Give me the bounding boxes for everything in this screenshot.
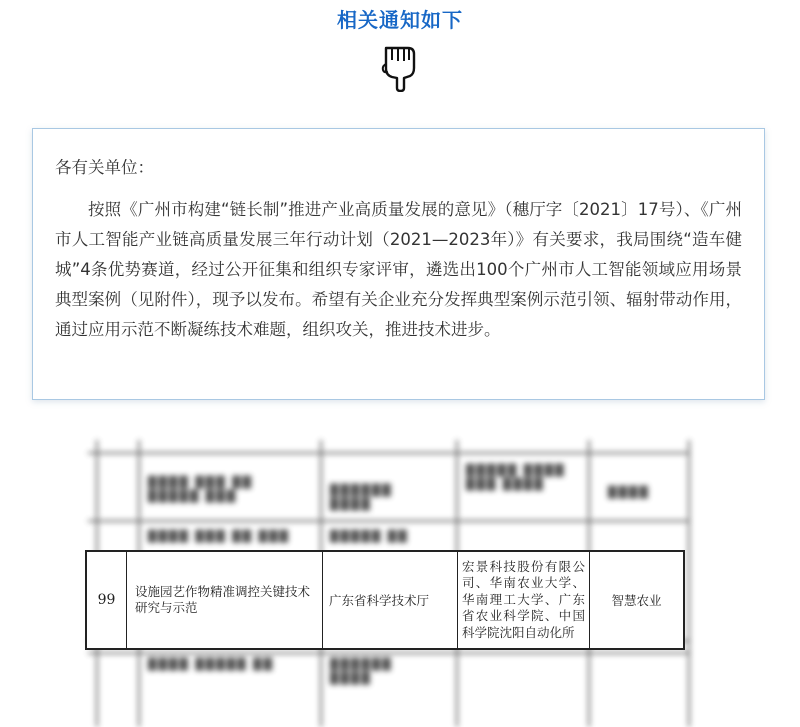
row-number: 99 [87, 552, 127, 648]
notice-body: 按照《广州市构建“链长制”推进产业高质量发展的意见》（穗厅字〔2021〕17号）、《广州市人工智能产业链高质量发展三年行动计划（2021—2023年）》有关要求，我局围绕“造车健城”4条优势赛道，经过公开征集和组织专家评审，遴选出100个广州市人工智能领域应用场景典型案例（见附件），现予以发布。希望有关企业充分发挥典型案例示范引领、辐射带动作用，通过应用示范不断凝练技术难题，组织攻关，推进技术进步。 [55, 200, 742, 339]
page-heading: 相关通知如下 [337, 8, 463, 32]
notice-box [32, 128, 765, 400]
application-field: 智慧农业 [611, 593, 662, 608]
implementing-units: 宏景科技股份有限公司、华南农业大学、华南理工大学、广东省农业科学院、中国科学院沈阳自动化所 [458, 552, 590, 648]
blurred-table-background: ████ ███ ██ █████ ███ ██████ ████ █████ ████ ███ ████ ████ ████ ███ ██ ███ █████ ██ ████ █████ ██ ██████ ████ [88, 440, 768, 727]
attachment-table-image [0, 440, 800, 727]
notice-salutation: 各有关单位： [55, 158, 154, 177]
table-row [85, 550, 685, 650]
pointing-hand-down-icon [378, 44, 422, 92]
case-name: 设施园艺作物精准调控关键技术研究与示范 [127, 552, 323, 648]
recommending-department: 广东省科学技术厅 [323, 552, 458, 648]
